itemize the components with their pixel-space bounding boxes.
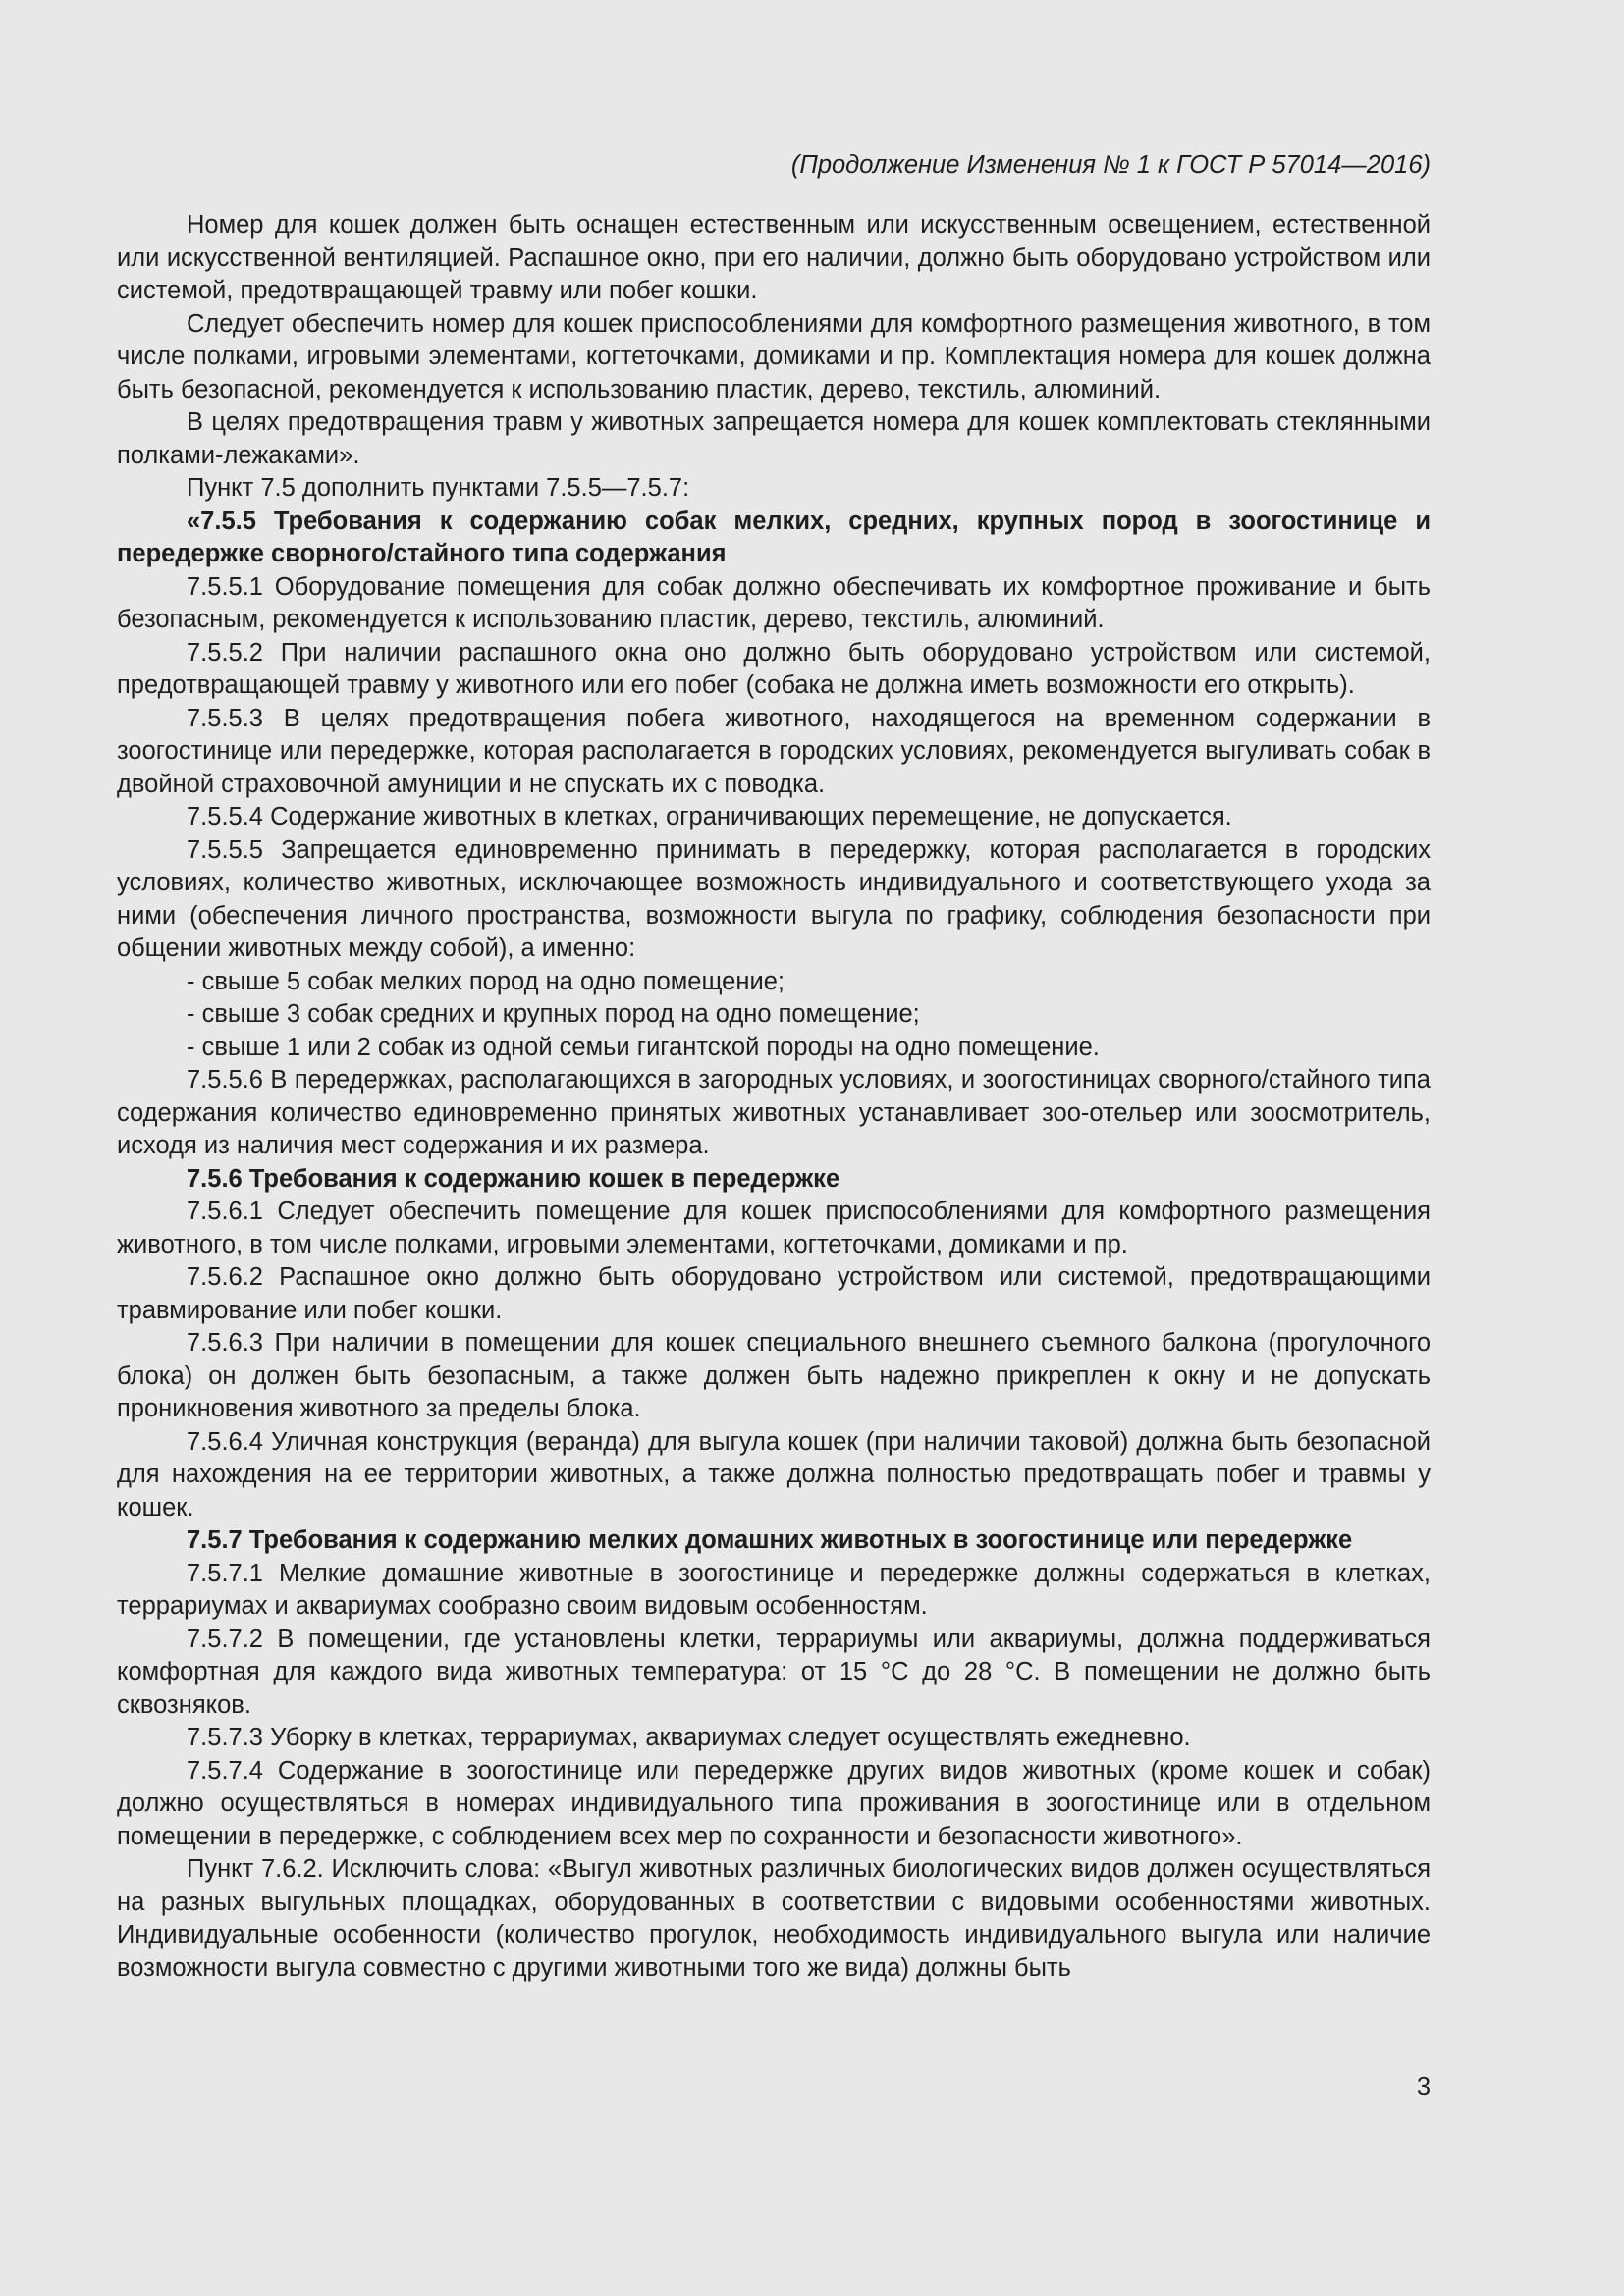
page-number: 3 bbox=[1416, 2073, 1431, 2101]
paragraph-7-5-7-4: 7.5.7.4 Содержание в зоогостинице или передержке других видов животных (кроме кошек и собак) должно осуществляться в номерах индивидуального типа проживания в зоогостинице или в отдельном помещении в передержке, с соблюдением всех мер по сохранности и безопасности животного». bbox=[117, 1756, 1431, 1850]
list-item-giant-breeds: - свыше 1 или 2 собак из одной семьи гигантской породы на одно помещение. bbox=[187, 1033, 1100, 1061]
paragraph-clause-7-5-addition: Пункт 7.5 дополнить пунктами 7.5.5—7.5.7: bbox=[187, 474, 690, 502]
paragraph-7-5-5-2: 7.5.5.2 При наличии распашного окна оно должно быть оборудовано устройством или системой, предотвращающей травму у животного или его побег (собака не должна иметь возможности его открыть). bbox=[117, 638, 1431, 699]
paragraph-7-5-5-5: 7.5.5.5 Запрещается единовременно принимать в передержку, которая располагается в городских условиях, количество животных, исключающее возможность индивидуального и соответствующего ухода за ними (обеспечения личного пространства, возможности выгула по графику, соблюдения безопасности при общении животных между собой), а именно: bbox=[117, 835, 1431, 962]
section-heading-7-5-6: 7.5.6 Требования к содержанию кошек в передержке bbox=[187, 1164, 840, 1193]
paragraph-7-5-5-6: 7.5.5.6 В передержках, располагающихся в загородных условиях, и зоогостиницах сворного/стайного типа содержания количество единовременно принятых животных устанавливает зоо-отельер или зоосмотритель, исходя из наличия мест содержания и их размера. bbox=[117, 1066, 1431, 1159]
paragraph-7-5-6-3: 7.5.6.3 При наличии в помещении для кошек специального внешнего съемного балкона (прогулочного блока) он должен быть безопасным, а также должен быть надежно прикреплен к окну и не допускать проникновения животного за пределы блока. bbox=[117, 1329, 1431, 1422]
paragraph-7-5-6-2: 7.5.6.2 Распашное окно должно быть оборудовано устройством или системой, предотвращающими травмирование или побег кошки. bbox=[117, 1263, 1431, 1324]
paragraph-7-5-7-3: 7.5.7.3 Уборку в клетках, террариумах, аквариумах следует осуществлять ежедневно. bbox=[187, 1724, 1191, 1751]
page-header: (Продолжение Изменения № 1 к ГОСТ Р 57014—2016) bbox=[790, 151, 1431, 179]
paragraph-7-5-7-2: 7.5.7.2 В помещении, где установлены клетки, террариумы или аквариумы, должна поддерживаться комфортная для каждого вида животных температура: от 15 °С до 28 °С. В помещении не должно быть сквозняков. bbox=[117, 1625, 1431, 1719]
paragraph-cat-room-equipment: Следует обеспечить номер для кошек приспособлениями для комфортного размещения животного, в том числе полками, игровыми элементами, когтеточками, домиками и пр. Комплектация номера для кошек должна быть безопасной, рекомендуется к использованию пластик, дерево, текстиль, алюминий. bbox=[117, 309, 1431, 403]
paragraph-cat-room-lighting: Номер для кошек должен быть оснащен естественным или искусственным освещением, естественной или искусственной вентиляцией. Распашное окно, при его наличии, должно быть оборудовано устройством или системой, предотвращающей травму или побег кошки. bbox=[117, 211, 1431, 304]
paragraph-7-5-7-1: 7.5.7.1 Мелкие домашние животные в зоогостинице и передержке должны содержаться в клетках, террариумах и аквариумах сообразно своим видовым особенностям. bbox=[117, 1559, 1431, 1620]
paragraph-glass-shelves-ban: В целях предотвращения травм у животных запрещается номера для кошек комплектовать стеклянными полками-лежаками». bbox=[117, 408, 1431, 469]
list-item-medium-large-breeds: - свыше 3 собак средних и крупных пород на одно помещение; bbox=[187, 1000, 920, 1028]
document-body bbox=[117, 209, 1431, 1985]
list-item-small-breeds: - свыше 5 собак мелких пород на одно помещение; bbox=[187, 967, 785, 995]
paragraph-7-5-5-4: 7.5.5.4 Содержание животных в клетках, ограничивающих перемещение, не допускается. bbox=[187, 803, 1232, 830]
paragraph-7-5-5-3: 7.5.5.3 В целях предотвращения побега животного, находящегося на временном содержании в зоогостинице или передержке, которая располагается в городских условиях, рекомендуется выгуливать собак в двойной страховочной амуниции и не спускать их с поводка. bbox=[117, 704, 1431, 798]
section-heading-7-5-5: «7.5.5 Требования к содержанию собак мелких, средних, крупных пород в зоогостинице и передержке сворного/стайного типа содержания bbox=[117, 507, 1431, 567]
paragraph-7-5-6-4: 7.5.6.4 Уличная конструкция (веранда) для выгула кошек (при наличии таковой) должна быть безопасной для нахождения на ее территории животных, а также должна полностью предотвращать побег и травмы у кошек. bbox=[117, 1427, 1431, 1522]
paragraph-clause-7-6-2: Пункт 7.6.2. Исключить слова: «Выгул животных различных биологических видов должен осуществляться на разных выгульных площадках, оборудованных в соответствии с видовыми особенностями животных. Индивидуальные особенности (количество прогулок, необходимость индивидуального выгула или наличие возможности выгула совместно с другими животными того же вида) должны быть bbox=[117, 1855, 1431, 1982]
section-heading-7-5-7: 7.5.7 Требования к содержанию мелких домашних животных в зоогостинице или передержке bbox=[187, 1526, 1353, 1554]
paragraph-7-5-6-1: 7.5.6.1 Следует обеспечить помещение для кошек приспособлениями для комфортного размещения животного, в том числе полками, игровыми элементами, когтеточками, домиками и пр. bbox=[117, 1198, 1431, 1258]
paragraph-7-5-5-1: 7.5.5.1 Оборудование помещения для собак должно обеспечивать их комфортное проживание и быть безопасным, рекомендуется к использованию пластик, дерево, текстиль, алюминий. bbox=[117, 572, 1431, 633]
